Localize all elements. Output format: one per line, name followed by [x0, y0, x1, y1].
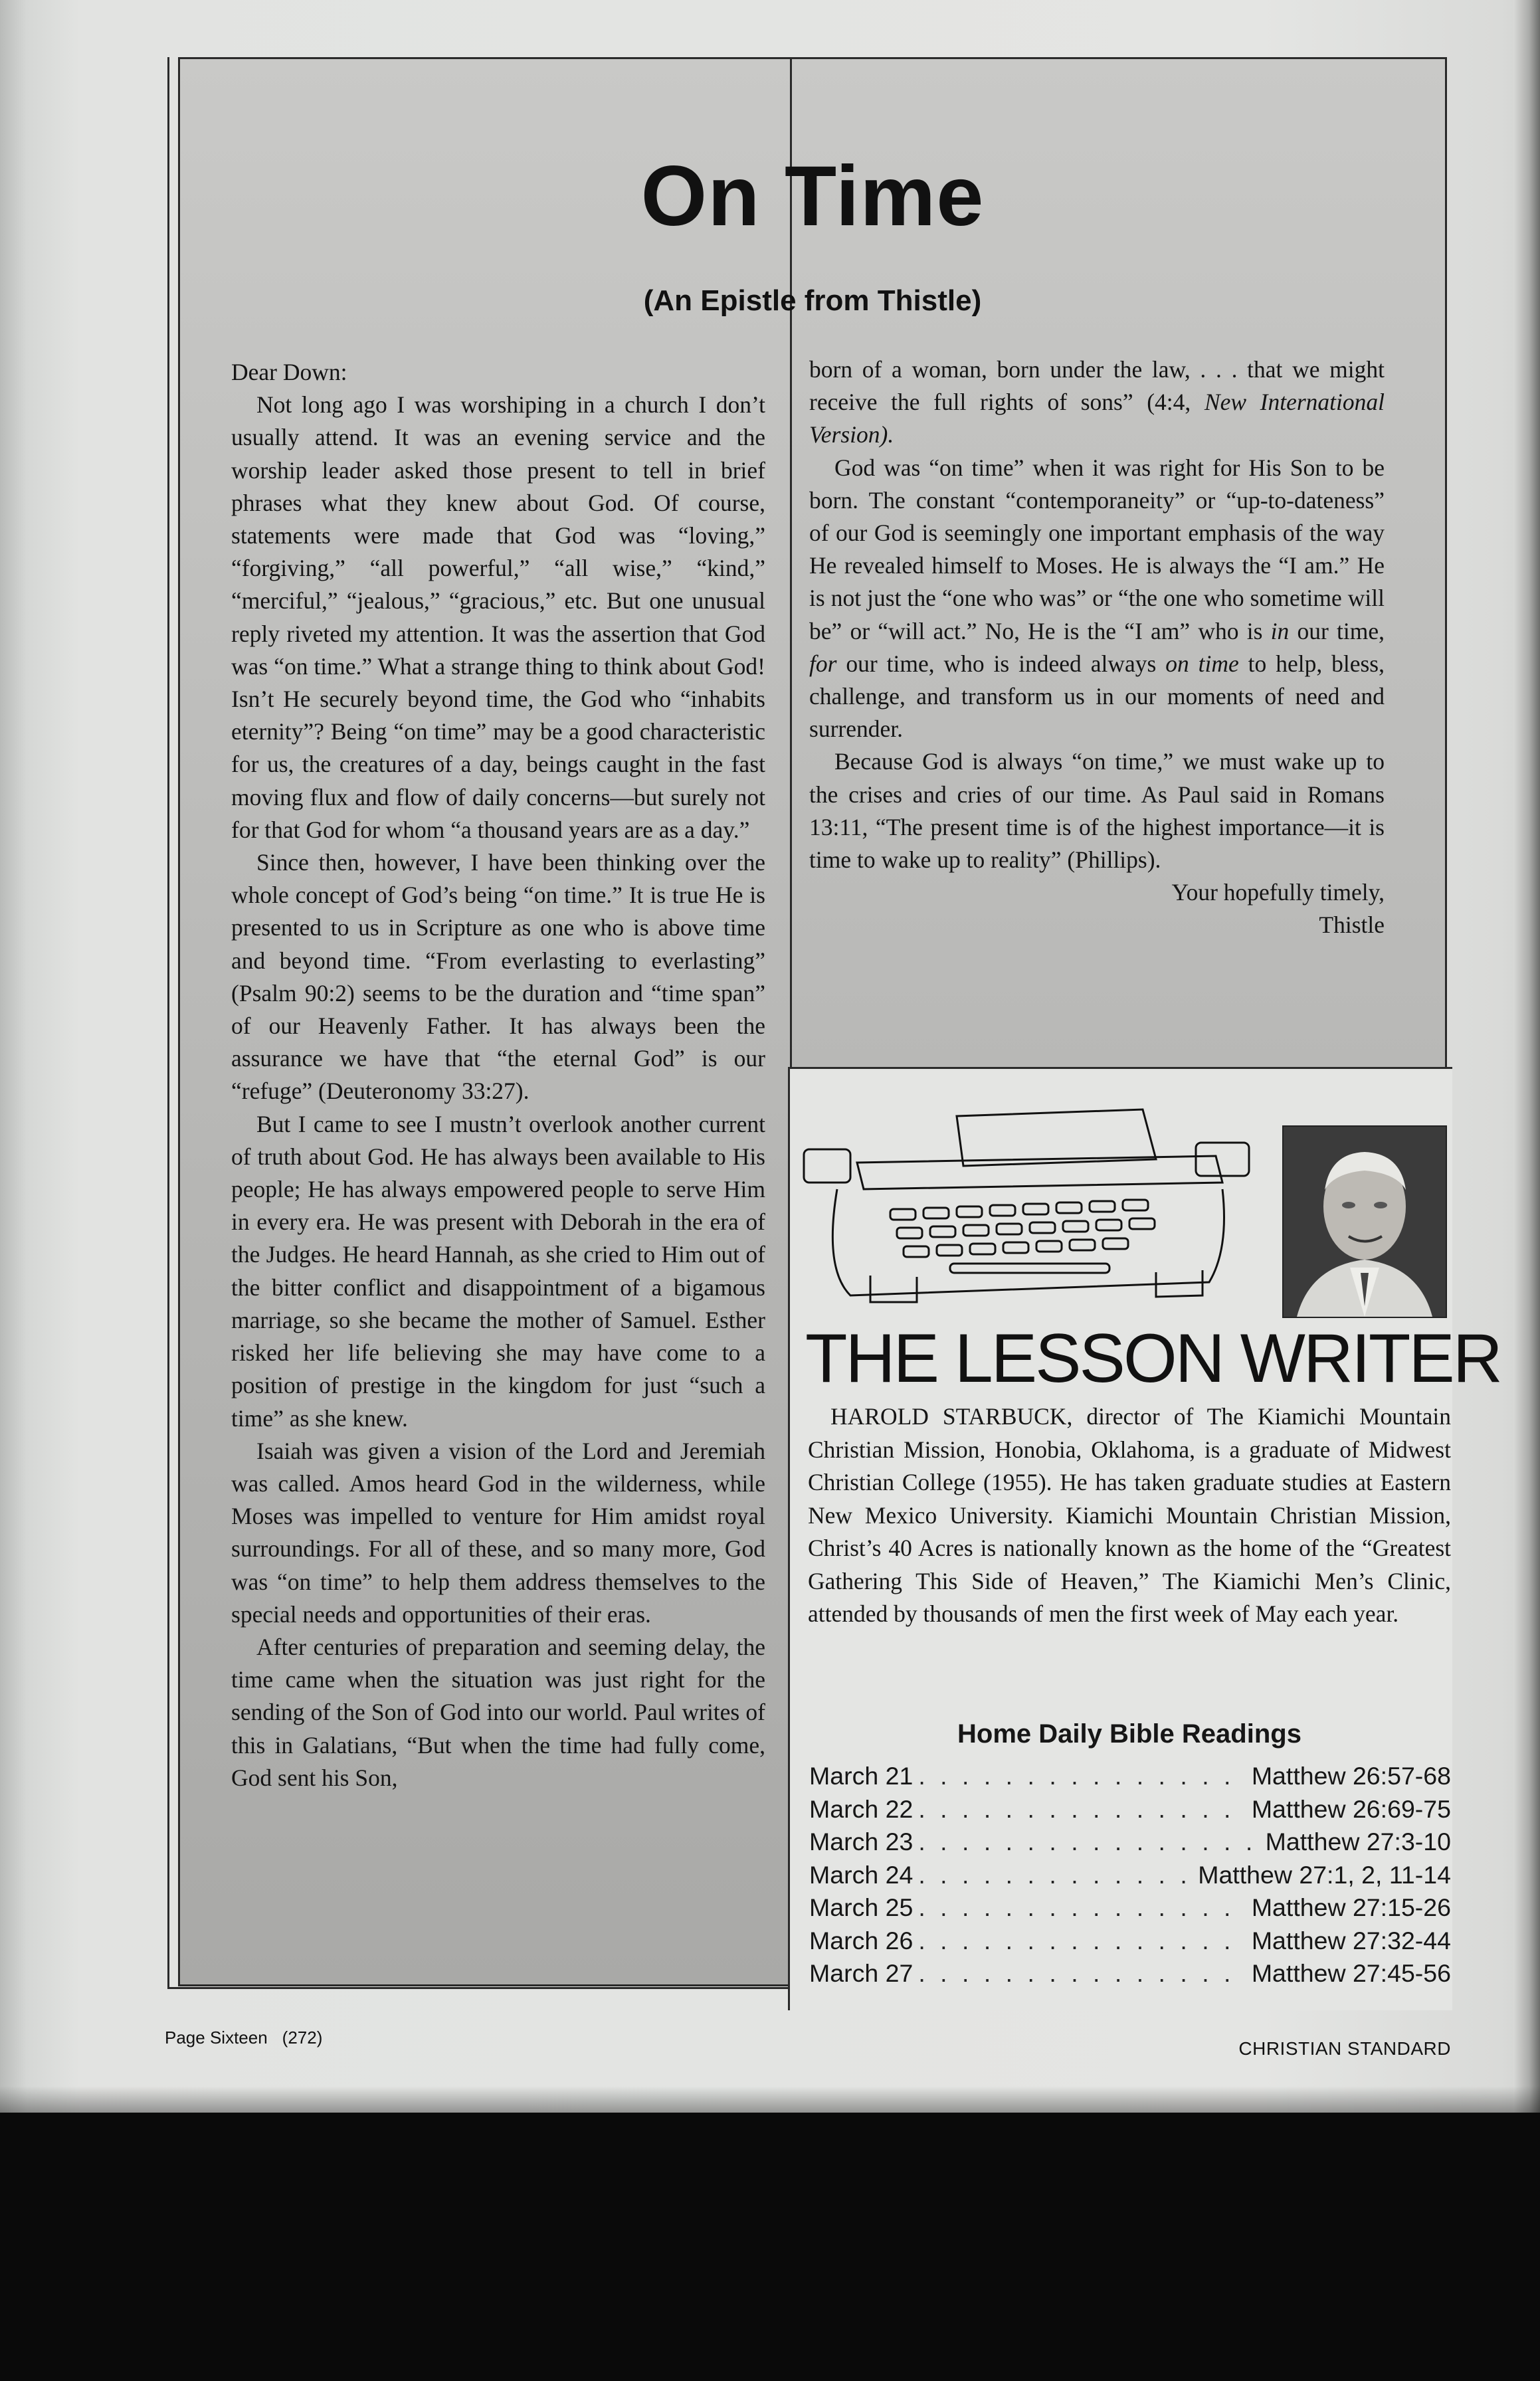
article-left-column — [231, 356, 765, 1794]
typewriter-knob-right — [1196, 1143, 1249, 1176]
page-label: Page Sixteen — [165, 2028, 268, 2048]
reading-reference: Matthew 26:57-68 — [1251, 1762, 1451, 1790]
reading-reference: Matthew 27:32-44 — [1251, 1926, 1451, 1954]
article-paragraph — [809, 353, 1385, 452]
publication-name: CHRISTIAN STANDARD — [1238, 2038, 1451, 2059]
lesson-writer-heading: THE LESSON WRITER — [805, 1320, 1501, 1397]
reading-date: March 27 — [809, 1959, 914, 1987]
italic-run: on time — [1165, 650, 1239, 677]
reading-date: March 26 — [809, 1926, 914, 1954]
article-paragraph: Since then, however, I have been thinking over the whole concept of God’s being “on time.” It is true He is presented to us in Scripture as one who is above time and beyond time. “From everlasting to everlasting” (Psalm 90:2) seems to be the duration and “time span” of our Heavenly Father. It has always been the assurance we have that “the eternal God” is our “refuge” (Deuteronomy 33:27). — [231, 849, 765, 1105]
leader-dots — [918, 1893, 1246, 1922]
typewriter-keys — [890, 1200, 1155, 1273]
text-run: our time, — [1289, 617, 1385, 644]
reading-row — [809, 1893, 1451, 1927]
lesson-writer-bio — [808, 1400, 1451, 1631]
readings-heading: Home Daily Bible Readings — [957, 1719, 1301, 1749]
leader-dots — [918, 1927, 1246, 1955]
reading-reference: Matthew 26:69-75 — [1251, 1794, 1451, 1823]
article-right-column — [809, 353, 1385, 942]
reading-date: March 24 — [809, 1860, 914, 1889]
leader-dots — [918, 1795, 1246, 1824]
signature: Thistle — [1319, 911, 1385, 939]
page-bottom-shadow — [0, 2086, 1540, 2113]
reading-row — [809, 1795, 1451, 1828]
reading-reference: Matthew 27:1, 2, 11-14 — [1198, 1860, 1451, 1889]
page-number: (272) — [282, 2028, 323, 2048]
reading-row — [809, 1828, 1451, 1861]
typewriter-body — [832, 1189, 1224, 1295]
typewriter-carriage — [857, 1156, 1222, 1189]
bio-paragraph: HAROLD STARBUCK, director of The Kiamichi Mountain Christian Mission, Honobia, Oklahoma, is a graduate of Midwest Christian College (1955). He has taken graduate studies at Eastern New Mexico University. Kiamichi Mountain Christian Mission, Christ’s 40 Acres is nationally known as the home of the “Greatest Gathering This Side of Heaven,” The Kiamichi Men’s Clinic, attended by thousands of men the first week of May each year. — [808, 1403, 1451, 1627]
article-subtitle: (An Epistle from Thistle) — [643, 284, 982, 317]
text-run: to help, bless, challenge, and transform us in our moments of need and surrender. — [809, 650, 1385, 743]
readings-list — [809, 1762, 1451, 1992]
article-paragraph: Not long ago I was worshiping in a church I don’t usually attend. It was an evening service and the worship leader asked those present to tell in brief phrases what they knew about God. Of course, statements were made that God was “loving,” “forgiving,” “all powerful,” “all wise,” “kind,” “merciful,” “jealous,” “gracious,” etc. But one unusual reply riveted my attention. It was the assertion that God was “on time.” What a strange thing to think about God! Isn’t He securely beyond time, the God who “inhabits eternity”? Being “on time” may be a good characteristic for us, the creatures of a day, beings caught in the fast moving flux and flow of daily concerns—but surely not for that God for whom “a thousand years are as a day.” — [231, 391, 765, 843]
article-paragraph: Isaiah was given a vision of the Lord and Jeremiah was called. Amos heard God in the wilderness, while Moses was impelled to venture for Him amidst royal surroundings. For all of these, and so many more, God was “on time” to help them address themselves to the special needs and opportunities of their eras. — [231, 1437, 765, 1628]
reading-date: March 23 — [809, 1828, 914, 1856]
page-edge-curl — [1513, 0, 1540, 2113]
article-paragraph — [809, 452, 1385, 746]
text-run: God was “on time” when it was right for His Son to be born. The constant “contemporaneity” or “up-to-dateness” of our God is seemingly one important emphasis of the way He revealed himself to Moses. He is always the “I am.” He is not just the “one who was” or “the one who sometime will be” or “will act.” No, He is the “I am” who is — [809, 454, 1385, 644]
article-paragraph: After centuries of preparation and seeming delay, the time came when the situation was just right for the sending of the Son of God into our world. Paul writes of this in Galatians, “But when the time had fully come, God sent his Son, — [231, 1633, 765, 1791]
salutation: Dear Down: — [231, 359, 347, 385]
reading-reference: Matthew 27:15-26 — [1251, 1893, 1451, 1921]
reading-reference: Matthew 27:45-56 — [1251, 1959, 1451, 1987]
reading-date: March 21 — [809, 1762, 914, 1790]
article-paragraph: But I came to see I mustn’t overlook another current of truth about God. He has always been available to His people; He has always empowered people to serve Him in every era. He was present with Deborah in the era of the Judges. He heard Hannah, as she cried to Him out of the bitter conflict and disappointment of a bigamous marriage, so she became the mother of Samuel. Esther risked her life believing she may have come to a position of prestige in the kingdom for just “such a time” as she knew. — [231, 1110, 765, 1432]
article-title: On Time — [640, 149, 985, 244]
reading-date: March 25 — [809, 1893, 914, 1921]
reading-row — [809, 1762, 1451, 1795]
leader-dots — [918, 1861, 1193, 1889]
italic-run: in — [1270, 617, 1290, 644]
reading-row — [809, 1861, 1451, 1894]
typewriter-illustration — [797, 1103, 1262, 1322]
closing: Your hopefully timely, — [1171, 879, 1385, 906]
text-run: our time, who is indeed always — [836, 650, 1166, 677]
text-run: born of a woman, born under the law, . . . that we might receive the full rights of sons” (4:4, — [809, 356, 1385, 416]
reading-row — [809, 1959, 1451, 1992]
article-paragraph: Because God is always “on time,” we must wake up to the crises and cries of our time. As Paul said in Romans 13:11, “The present time is of the highest importance—it is time to wake up to reality” (Phillips). — [809, 748, 1385, 874]
typewriter-foot-left — [870, 1276, 917, 1302]
leader-dots — [918, 1959, 1246, 1988]
reading-date: March 22 — [809, 1794, 914, 1823]
reading-row — [809, 1927, 1451, 1960]
italic-run: for — [809, 650, 837, 677]
italic-run: New International Version). — [809, 389, 1385, 448]
leader-dots — [918, 1828, 1260, 1856]
author-photo — [1282, 1125, 1447, 1318]
author-portrait-image — [1284, 1127, 1446, 1317]
page-footer-left — [165, 2028, 322, 2048]
reading-reference: Matthew 27:3-10 — [1265, 1828, 1451, 1856]
leader-dots — [918, 1762, 1246, 1790]
typewriter-knob-left — [804, 1149, 850, 1183]
